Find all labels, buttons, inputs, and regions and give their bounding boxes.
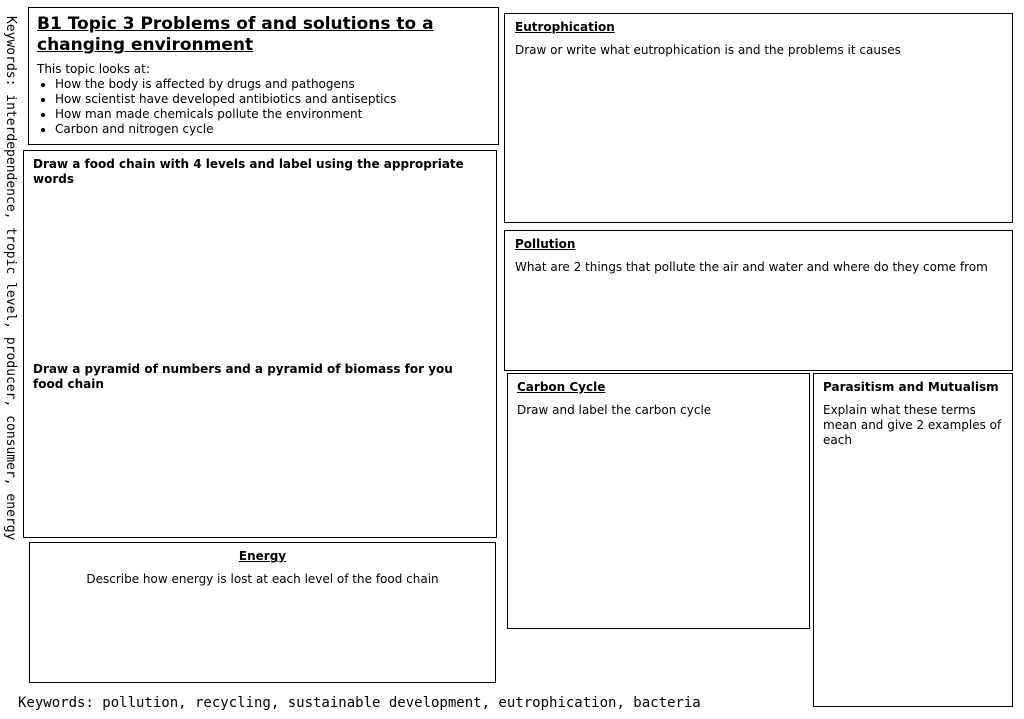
parasitism-prompt: Explain what these terms mean and give 2 examples of each bbox=[823, 403, 1002, 447]
energy-prompt: Describe how energy is lost at each level of the food chain bbox=[86, 572, 439, 586]
eutrophication-box[interactable] bbox=[504, 13, 1013, 223]
pollution-prompt: What are 2 things that pollute the air and water and where do they come from bbox=[515, 260, 988, 274]
energy-heading: Energy bbox=[238, 549, 287, 563]
page-title: B1 Topic 3 Problems of and solutions to a changing environment bbox=[37, 14, 434, 55]
topic-intro-box bbox=[28, 7, 499, 145]
eutrophication-prompt: Draw or write what eutrophication is and the problems it causes bbox=[515, 43, 901, 57]
topic-list-item: • How the body is affected by drugs and pathogens bbox=[55, 77, 490, 92]
eutrophication-heading: Eutrophication bbox=[515, 20, 615, 34]
topic-list-item: • Carbon and nitrogen cycle bbox=[55, 122, 490, 137]
food-chain-prompt: Draw a food chain with 4 levels and label using the appropriate words bbox=[33, 157, 464, 186]
pollution-heading: Pollution bbox=[515, 237, 576, 251]
energy-box[interactable] bbox=[29, 542, 496, 683]
topic-list-item: • How scientist have developed antibiotics and antiseptics bbox=[55, 92, 490, 107]
pollution-box[interactable] bbox=[504, 230, 1013, 371]
topic-list-item: • How man made chemicals pollute the environment bbox=[55, 107, 490, 122]
parasitism-box[interactable] bbox=[813, 373, 1013, 707]
intro-lead: This topic looks at: bbox=[37, 62, 150, 76]
carbon-cycle-heading: Carbon Cycle bbox=[517, 380, 606, 394]
bottom-keywords: Keywords: pollution, recycling, sustainable development, eutrophication, bacteria bbox=[18, 695, 701, 711]
parasitism-heading: Parasitism and Mutualism bbox=[823, 380, 999, 394]
topic-list bbox=[37, 77, 490, 137]
carbon-cycle-prompt: Draw and label the carbon cycle bbox=[517, 403, 712, 417]
pyramid-prompt: Draw a pyramid of numbers and a pyramid of biomass for you food chain bbox=[33, 362, 453, 391]
side-keywords: Keywords: interdependence, tropic level, producer, consumer, energy bbox=[3, 16, 18, 541]
carbon-cycle-box[interactable] bbox=[507, 373, 810, 629]
food-chain-box[interactable] bbox=[23, 150, 497, 538]
